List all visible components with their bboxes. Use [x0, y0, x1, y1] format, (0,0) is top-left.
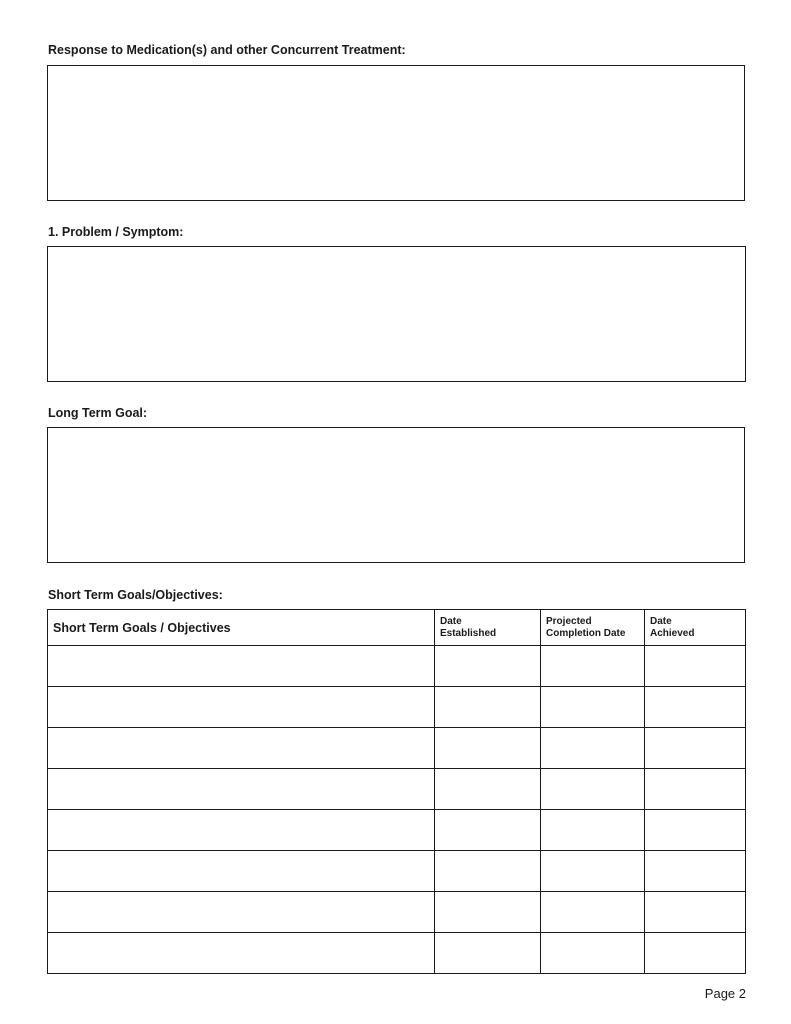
goal-cell[interactable] [48, 810, 435, 851]
medication-response-field[interactable] [47, 65, 745, 201]
projected-completion-cell[interactable] [541, 933, 645, 974]
projected-completion-cell[interactable] [541, 728, 645, 769]
projected-completion-cell[interactable] [541, 769, 645, 810]
date-achieved-cell[interactable] [645, 851, 746, 892]
date-established-cell[interactable] [435, 769, 541, 810]
date-achieved-cell[interactable] [645, 810, 746, 851]
table-row [48, 933, 746, 974]
table-row [48, 892, 746, 933]
medication-response-label: Response to Medication(s) and other Concurrent Treatment: [48, 43, 406, 57]
projected-completion-cell[interactable] [541, 851, 645, 892]
date-achieved-cell[interactable] [645, 769, 746, 810]
date-achieved-cell[interactable] [645, 687, 746, 728]
short-term-goals-table [47, 609, 746, 974]
short-term-goals-label: Short Term Goals/Objectives: [48, 588, 223, 602]
goal-cell[interactable] [48, 892, 435, 933]
date-achieved-cell[interactable] [645, 646, 746, 687]
problem-symptom-field[interactable] [47, 246, 746, 382]
goal-cell[interactable] [48, 933, 435, 974]
long-term-goal-label: Long Term Goal: [48, 406, 148, 420]
table-row [48, 851, 746, 892]
page-number: Page 2 [704, 986, 746, 1001]
goal-cell[interactable] [48, 851, 435, 892]
projected-completion-cell[interactable] [541, 810, 645, 851]
goal-cell[interactable] [48, 646, 435, 687]
date-established-cell[interactable] [435, 646, 541, 687]
date-achieved-cell[interactable] [645, 892, 746, 933]
problem-symptom-label: 1. Problem / Symptom: [48, 225, 184, 239]
table-row [48, 728, 746, 769]
table-row [48, 646, 746, 687]
table-row [48, 687, 746, 728]
date-achieved-cell[interactable] [645, 933, 746, 974]
goal-cell[interactable] [48, 769, 435, 810]
header-goals: Short Term Goals / Objectives [48, 610, 435, 646]
long-term-goal-field[interactable] [47, 427, 745, 563]
date-established-cell[interactable] [435, 810, 541, 851]
table-header-row [48, 610, 746, 646]
date-established-cell[interactable] [435, 892, 541, 933]
date-established-cell[interactable] [435, 851, 541, 892]
header-projected-completion-date: Projected Completion Date [541, 610, 645, 646]
table-row [48, 810, 746, 851]
header-date-achieved: Date Achieved [645, 610, 746, 646]
projected-completion-cell[interactable] [541, 687, 645, 728]
header-date-established: Date Established [435, 610, 541, 646]
date-established-cell[interactable] [435, 687, 541, 728]
date-achieved-cell[interactable] [645, 728, 746, 769]
projected-completion-cell[interactable] [541, 892, 645, 933]
projected-completion-cell[interactable] [541, 646, 645, 687]
goal-cell[interactable] [48, 728, 435, 769]
date-established-cell[interactable] [435, 728, 541, 769]
goal-cell[interactable] [48, 687, 435, 728]
table-row [48, 769, 746, 810]
date-established-cell[interactable] [435, 933, 541, 974]
